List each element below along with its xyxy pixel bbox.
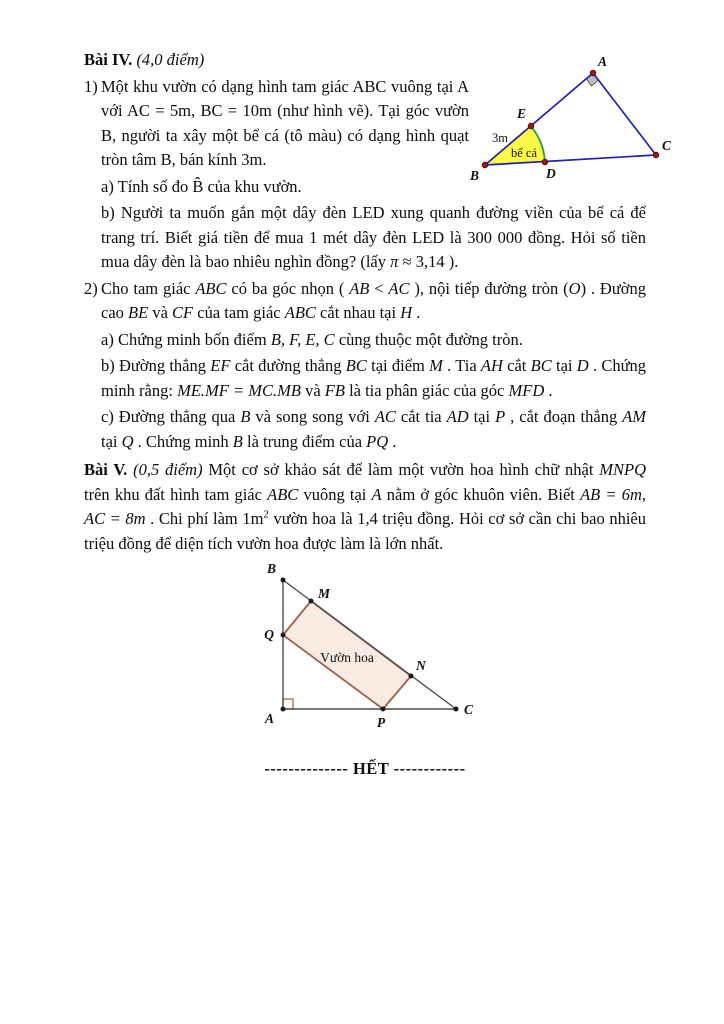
text-run: BE bbox=[128, 303, 149, 322]
text-run: . Chi phí làm 1m bbox=[145, 509, 264, 528]
vertex-b-dot bbox=[482, 162, 488, 168]
end-marker bbox=[84, 757, 646, 782]
text-run: -------------- HẾT ------------ bbox=[264, 758, 466, 778]
text-run: ≈ 3,14 ). bbox=[398, 252, 459, 271]
text-run: . Tia bbox=[442, 356, 481, 375]
text-run: a) Chứng minh bốn điểm bbox=[101, 329, 271, 349]
vertex-d-dot bbox=[542, 159, 548, 165]
text-run: . bbox=[544, 380, 553, 400]
text-run: vườn hoa là 1,4 triệu đồng. Hỏi cơ sở cần chi bao nhiêu triệu đồng để diện tích vườn hoa được làm là lớn nhất. bbox=[84, 509, 646, 553]
text-run: (0,5 điểm) bbox=[133, 460, 203, 479]
vertex-a-label: A bbox=[598, 54, 608, 69]
text-run: BC bbox=[345, 356, 367, 375]
figure-garden-wrapper bbox=[84, 558, 646, 743]
text-run: π bbox=[390, 252, 399, 271]
text-run: H bbox=[400, 303, 413, 322]
text-run: Bài IV. bbox=[84, 50, 137, 69]
text-run: AC = 8m bbox=[84, 509, 146, 528]
vertex-b-label: B bbox=[266, 561, 276, 576]
problem-1b bbox=[101, 201, 646, 275]
text-run: . bbox=[388, 431, 397, 451]
text-run: AC bbox=[388, 278, 410, 298]
text-run: FB bbox=[324, 380, 345, 400]
vertex-n-dot bbox=[409, 674, 414, 679]
text-run: . bbox=[412, 303, 421, 322]
vertex-p-label: P bbox=[376, 715, 386, 730]
text-run: A bbox=[371, 484, 382, 504]
text-run: MNPQ bbox=[599, 460, 646, 479]
text-run: ME.MF = MC.MB bbox=[177, 380, 301, 400]
text-run: cắt đường thẳng bbox=[230, 356, 346, 375]
item-1-number: 1) bbox=[84, 76, 98, 96]
text-run: Q bbox=[121, 431, 134, 451]
problem-bai5 bbox=[84, 458, 646, 556]
text-run: AH bbox=[480, 356, 503, 375]
problem-2c bbox=[101, 405, 646, 454]
text-run: AD bbox=[446, 407, 469, 426]
text-run: vuông tại bbox=[298, 484, 372, 504]
text-run: MFD bbox=[508, 380, 545, 400]
vertex-a-dot bbox=[590, 70, 596, 76]
text-run: là trung điểm của bbox=[242, 431, 367, 451]
problem-1-statement bbox=[101, 75, 469, 173]
text-run: cắt tia bbox=[395, 407, 447, 426]
text-run: O bbox=[568, 278, 581, 298]
text-run: P bbox=[495, 407, 506, 426]
fish-tank-label: bể cá bbox=[510, 146, 538, 160]
vertex-e-label: E bbox=[516, 106, 526, 121]
text-run: BC bbox=[530, 356, 552, 375]
text-run: PQ bbox=[366, 431, 389, 451]
vertex-q-dot bbox=[281, 633, 286, 638]
text-run: của tam giác bbox=[193, 303, 285, 322]
problem-2b bbox=[101, 354, 646, 403]
text-run: a) Tính số đo B̂ của khu vườn. bbox=[101, 176, 302, 196]
text-run: tại điểm bbox=[366, 356, 430, 375]
vertex-d-label: D bbox=[546, 166, 556, 181]
text-run: nằm ở góc khuôn viên. Biết bbox=[381, 484, 581, 504]
triangle-side-ac bbox=[593, 73, 656, 155]
problem-2a bbox=[101, 328, 646, 353]
text-run: AC bbox=[374, 407, 396, 426]
text-run: tại bbox=[551, 356, 577, 375]
text-run: AB bbox=[349, 278, 370, 298]
vertex-a-label: A bbox=[264, 711, 274, 726]
vertex-b-dot bbox=[281, 578, 286, 583]
vertex-b-label: B bbox=[469, 168, 479, 183]
vertex-c-dot bbox=[653, 152, 659, 158]
text-run: ) . Đường cao bbox=[101, 278, 646, 322]
text-run: b) Người ta muốn gắn một dây đèn LED xung quanh đường viền của bể cá để trang trí. Biết giá tiền để mua 1 mét dây đèn LED là 300 000 đồng. Hỏi số tiền mua dây đèn là bao nhiêu nghìn đồng? (lấy bbox=[101, 203, 646, 271]
text-run: và bbox=[148, 303, 173, 322]
text-run: M bbox=[429, 356, 443, 375]
vertex-c-label: C bbox=[464, 702, 474, 717]
item-2-number: 2) bbox=[84, 278, 98, 298]
text-run: ABC bbox=[267, 484, 299, 504]
text-run: . Chứng minh bbox=[133, 431, 233, 451]
vertex-c-dot bbox=[454, 707, 459, 712]
vertex-m-dot bbox=[309, 599, 314, 604]
text-run: B bbox=[240, 407, 251, 426]
problem-item-2 bbox=[84, 277, 646, 455]
vertex-c-label: C bbox=[662, 138, 672, 153]
text-run: Cho tam giác bbox=[101, 278, 196, 298]
garden-area-label: Vườn hoa bbox=[320, 650, 374, 665]
problem-2-statement bbox=[101, 277, 646, 326]
text-run: , cắt đoạn thẳng bbox=[505, 407, 623, 426]
vertex-a-dot bbox=[281, 707, 286, 712]
text-run: và bbox=[300, 380, 325, 400]
vertex-q-label: Q bbox=[264, 627, 274, 642]
text-run: Một cơ sở khảo sát để làm một vườn hoa hình chữ nhật bbox=[202, 460, 600, 479]
vertex-p-dot bbox=[381, 707, 386, 712]
vertex-n-label: N bbox=[416, 658, 426, 673]
text-run: b) Đường thẳng bbox=[101, 356, 211, 375]
text-run: tại bbox=[468, 407, 496, 426]
vertex-e-dot bbox=[528, 123, 534, 129]
text-run: tại bbox=[101, 431, 122, 451]
text-run: B bbox=[232, 431, 243, 451]
text-run: ABC bbox=[195, 278, 227, 298]
text-run: có ba góc nhọn ( bbox=[226, 278, 350, 298]
text-run: B, F, E, C bbox=[270, 329, 335, 349]
text-run: EF bbox=[210, 356, 231, 375]
text-run: ABC bbox=[284, 303, 316, 322]
text-run: và song song với bbox=[250, 407, 375, 426]
figure-garden-svg bbox=[250, 558, 480, 735]
text-run: cùng thuộc một đường tròn. bbox=[334, 329, 523, 349]
text-run: CF bbox=[172, 303, 194, 322]
figure-fishtank-svg bbox=[468, 50, 724, 190]
text-run: Bài V. bbox=[84, 460, 134, 479]
item-2-text bbox=[101, 277, 646, 455]
text-run: . Chứng minh rằng: bbox=[101, 356, 647, 400]
text-run: < bbox=[369, 278, 389, 298]
text-run: cắt nhau tại bbox=[315, 303, 401, 322]
text-run: trên khu đất hình tam giác bbox=[84, 484, 268, 504]
text-run: Một khu vườn có dạng hình tam giác ABC vuông tại A với AC = 5m, BC = 10m (như hình vẽ). Tại góc vườn B, người ta xây một bể cá (tô màu) có dạng hình quạt tròn tâm B, bán kính 3m. bbox=[101, 76, 469, 169]
text-run: (4,0 điểm) bbox=[136, 50, 205, 69]
text-run: cắt bbox=[502, 356, 531, 375]
text-run: ), nội tiếp đường tròn ( bbox=[409, 278, 569, 298]
radius-label: 3m bbox=[492, 131, 508, 145]
vertex-m-label: M bbox=[318, 586, 331, 601]
text-run: D bbox=[576, 356, 589, 375]
text-run: 2 bbox=[263, 508, 269, 521]
text-run: c) Đường thẳng qua bbox=[101, 407, 241, 426]
text-run: , bbox=[641, 484, 646, 504]
text-run: AB = 6m bbox=[580, 484, 642, 504]
text-run: là tia phân giác của góc bbox=[344, 380, 509, 400]
text-run: AM bbox=[622, 407, 647, 426]
